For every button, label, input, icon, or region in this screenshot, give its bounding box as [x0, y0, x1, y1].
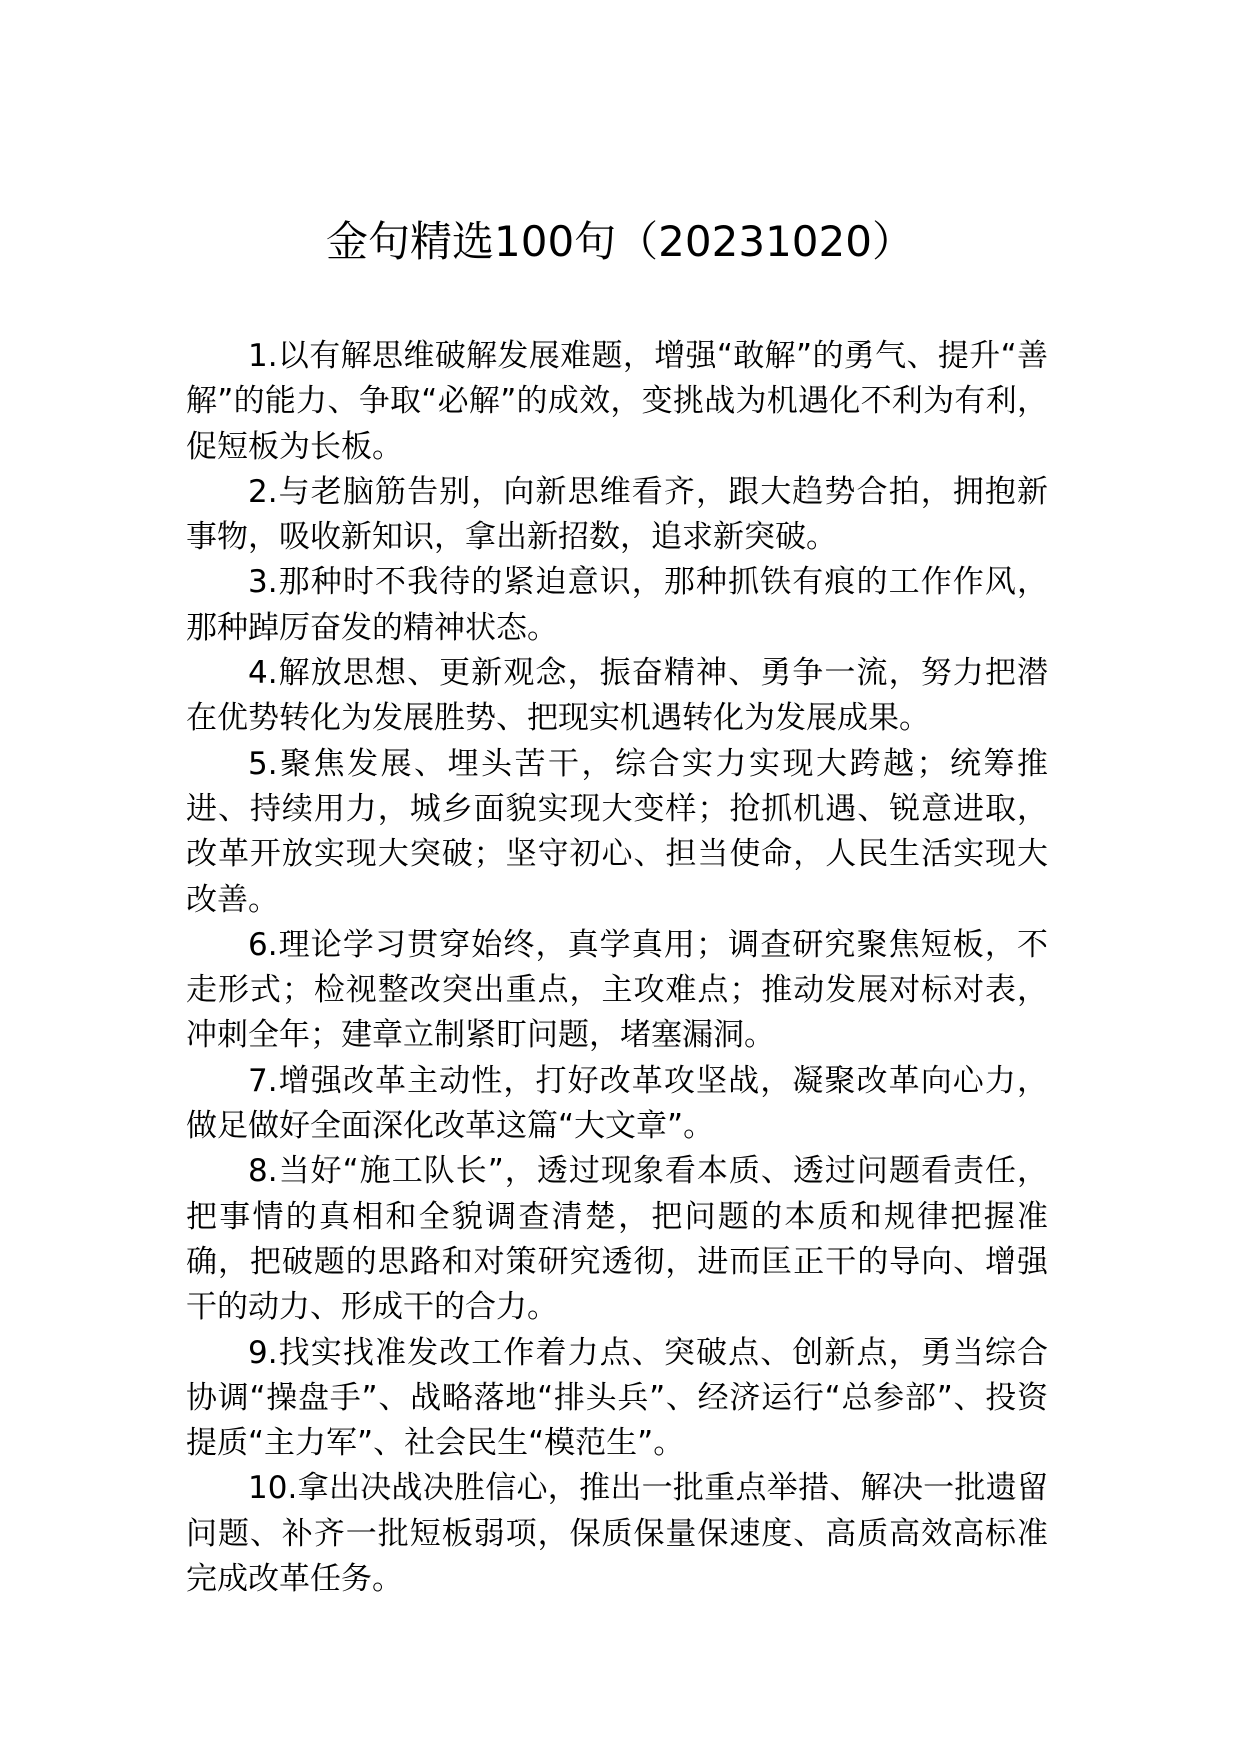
paragraph-1: 1.以有解思维破解发展难题，增强“敢解”的勇气、提升“善解”的能力、争取“必解”的成效，变挑战为机遇化不利为有利，促短板为长板。: [186, 338, 1048, 465]
paragraph-2: 2.与老脑筋告别，向新思维看齐，跟大趋势合拍，拥抱新事物，吸收新知识，拿出新招数，追求新突破。: [186, 473, 1048, 556]
paragraph-7: 7.增强改革主动性，打好改革攻坚战，凝聚改革向心力，做足做好全面深化改革这篇“大文章”。: [186, 1062, 1048, 1145]
paragraph-9: 9.找实找准发改工作着力点、突破点、创新点，勇当综合协调“操盘手”、战略落地“排头兵”、经济运行“总参部”、投资提质“主力军”、社会民生“模范生”。: [186, 1334, 1048, 1462]
paragraph-4: 4.解放思想、更新观念，振奋精神、勇争一流，努力把潜在优势转化为发展胜势、把现实机遇转化为发展成果。: [186, 655, 1048, 737]
paragraph-10: 10.拿出决战决胜信心，推出一批重点举措、解决一批遗留问题、补齐一批短板弱项，保质保量保速度、高质高效高标准完成改革任务。: [186, 1470, 1048, 1598]
document-body: [186, 334, 1048, 1602]
paragraph-6: 6.理论学习贯穿始终，真学真用；调查研究聚焦短板，不走形式；检视整改突出重点，主攻难点；推动发展对标对表，冲刺全年；建章立制紧盯问题，堵塞漏洞。: [186, 926, 1048, 1054]
paragraph-5: 5.聚焦发展、埋头苦干，综合实力实现大跨越；统筹推进、持续用力，城乡面貌实现大变样；抢抓机遇、锐意进取，改革开放实现大突破；坚守初心、担当使命，人民生活实现大改善。: [186, 745, 1048, 918]
paragraph-8: 8.当好“施工队长”，透过现象看本质、透过问题看责任，把事情的真相和全貌调查清楚，把问题的本质和规律把握准确，把破题的思路和对策研究透彻，进而匡正干的导向、增强干的动力、形成干的合力。: [186, 1153, 1048, 1326]
paragraph-3: 3.那种时不我待的紧迫意识，那种抓铁有痕的工作作风，那种踔厉奋发的精神状态。: [186, 564, 1048, 646]
document-title: 金句精选100句（20231020）: [326, 217, 914, 266]
